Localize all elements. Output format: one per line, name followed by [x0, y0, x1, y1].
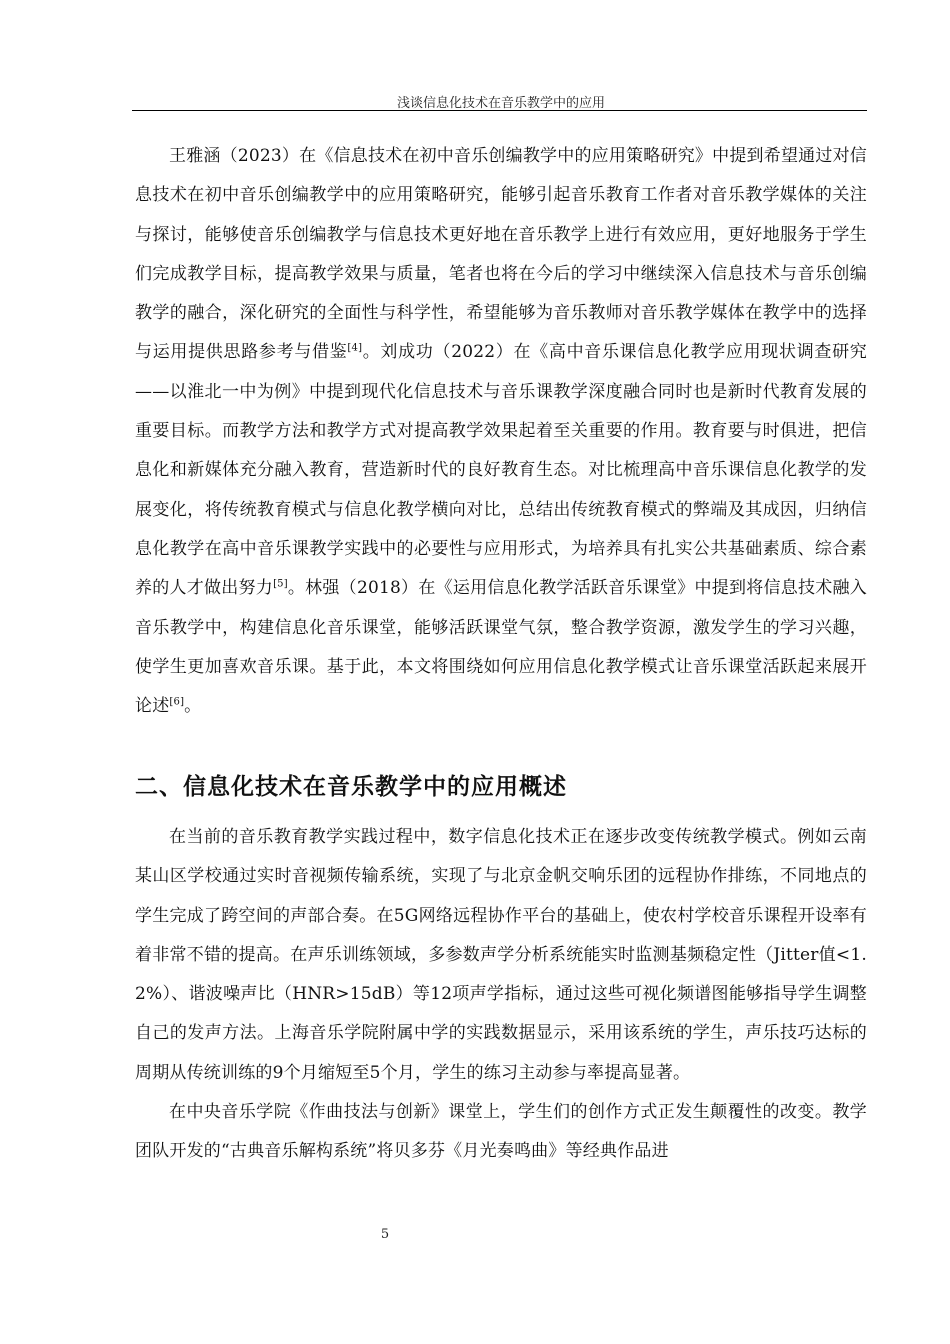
citation-4: [4]	[347, 342, 363, 354]
intro-text-seg1: 王雅涵（2023）在《信息技术在初中音乐创编教学中的应用策略研究》中提到希望通过对信息技术在初中音乐创编教学中的应用策略研究，能够引起音乐教育工作者对音乐教学媒体的关注与探讨，能够使音乐创编教学与信息技术更好地在音乐教学上进行有效应用，更好地服务于学生们完成教学目标，提高教学效果与质量，笔者也将在今后的学习中继续深入信息技术与音乐创编教学的融合，深化研究的全面性与科学性，希望能够为音乐教师对音乐教学媒体在教学中的选择与运用提供思路参考与借鉴	[135, 146, 867, 363]
intro-text-block	[135, 137, 867, 726]
section-text-block	[135, 818, 867, 1172]
citation-6: [6]	[169, 696, 185, 708]
citation-5: [5]	[273, 578, 288, 590]
page-number: 5	[380, 1227, 390, 1242]
header-rule	[132, 110, 867, 111]
section-heading: 二、信息化技术在音乐教学中的应用概述	[135, 774, 567, 800]
intro-text-seg2: 。刘成功（2022）在《高中音乐课信息化教学应用现状调查研究 ——以淮北一中为例》中提到现代化信息技术与音乐课教学深度融合同时也是新时代教育发展的重要目标。而教学方法和教学方式对提高教学效果起着至关重要的作用。教育要与时俱进，把信息化和新媒体充分融入教育，营造新时代的良好教育生态。对比梳理高中音乐课信息化教学的发展变化，将传统教育模式与信息化教学横向对比，总结出传统教育模式的弊端及其成因，归纳信息化教学在高中音乐课教学实践中的必要性与应用形式，为培养具有扎实公共基础素质、综合素养的人才做出努力	[135, 342, 867, 599]
section-paragraph-1: 在当前的音乐教育教学实践过程中，数字信息化技术正在逐步改变传统教学模式。例如云南某山区学校通过实时音视频传输系统，实现了与北京金帆交响乐团的远程协作排练，不同地点的学生完成了跨空间的声部合奏。在5G网络远程协作平台的基础上，使农村学校音乐课程开设率有着非常不错的提高。在声乐训练领域，多参数声学分析系统能实时监测基频稳定性（Jitter值<1.2%）、谐波噪声比（HNR>15dB）等12项声学指标，通过这些可视化频谱图能够指导学生调整自己的发声方法。上海音乐学院附属中学的实践数据显示，采用该系统的学生，声乐技巧达标的周期从传统训练的9个月缩短至5个月，学生的练习主动参与率提高显著。	[135, 827, 867, 1083]
intro-paragraph	[135, 137, 867, 726]
section-paragraph-2: 在中央音乐学院《作曲技法与创新》课堂上，学生们的创作方式正发生颠覆性的改变。教学团队开发的“古典音乐解构系统”将贝多芬《月光奏鸣曲》等经典作品进	[135, 1102, 867, 1162]
running-header: 浅谈信息化技术在音乐教学中的应用	[396, 96, 605, 111]
intro-text-seg4: 。	[184, 696, 202, 717]
intro-text-seg3: 。林强（2018）在《运用信息化教学活跃音乐课堂》中提到将信息技术融入音乐教学中，构建信息化音乐课堂，能够活跃课堂气氛，整合教学资源，激发学生的学习兴趣，使学生更加喜欢音乐课。基于此，本文将围绕如何应用信息化教学模式让音乐课堂活跃起来展开论述	[135, 578, 867, 717]
